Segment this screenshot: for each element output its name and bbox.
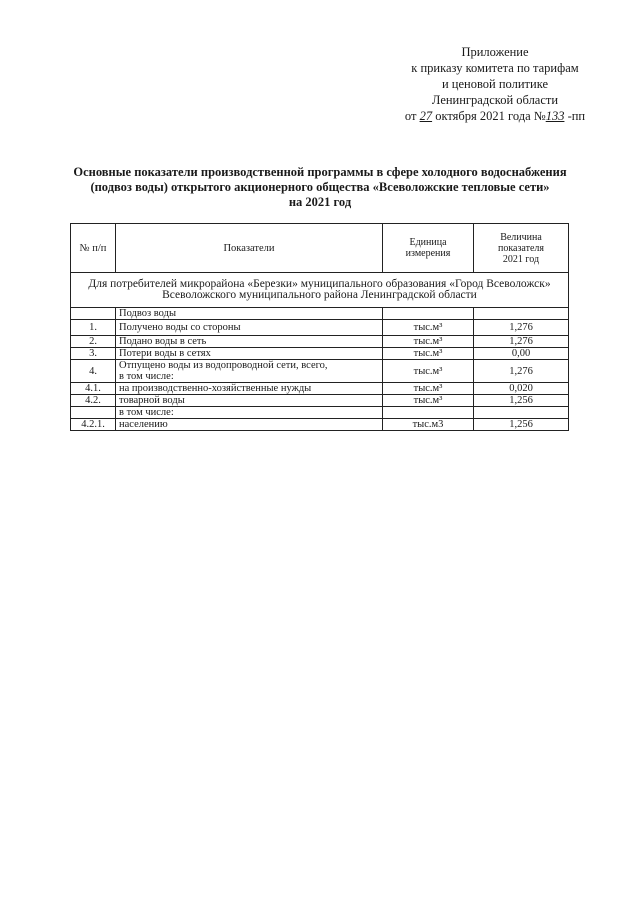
row-num: 4.2. (71, 395, 116, 407)
appendix-line: Ленинградской области (431, 93, 559, 107)
row-num: 4. (71, 360, 116, 383)
date-rest: октября 2021 года № (435, 109, 546, 123)
row-value (474, 407, 569, 419)
appendix-block (380, 44, 610, 124)
row-value (474, 308, 569, 320)
row-unit: тыс.м³ (383, 336, 474, 348)
row-value: 1,276 (474, 360, 569, 383)
appendix-line: к приказу комитета по тарифам (411, 61, 579, 75)
table-row (71, 308, 569, 320)
order-suffix: -пп (567, 109, 586, 123)
consumer-group-cell (71, 273, 569, 308)
row-name: товарной воды (116, 395, 383, 407)
header-unit-line: Единица (409, 237, 447, 248)
document-title (70, 165, 570, 210)
row-name: на производственно-хозяйственные нужды (116, 383, 383, 395)
title-line: (подвоз воды) открытого акционерного общества «Всеволожские тепловые сети» (90, 180, 550, 194)
row-unit: тыс.м³ (383, 360, 474, 383)
order-date-line (380, 108, 610, 124)
table-row (71, 407, 569, 419)
row-unit: тыс.м³ (383, 348, 474, 360)
row-num: 3. (71, 348, 116, 360)
header-unit-line: измерения (405, 248, 451, 259)
row-name: Получено воды со стороны (116, 320, 383, 336)
group-line: Для потребителей микрорайона «Березки» муниципального образования «Город Всеволожск» (88, 278, 551, 290)
title-line: на 2021 год (288, 195, 352, 209)
row-value: 1,256 (474, 395, 569, 407)
row-value: 1,276 (474, 336, 569, 348)
row-num (71, 407, 116, 419)
table-row (71, 383, 569, 395)
title-line: Основные показатели производственной программы в сфере холодного водоснабжения (73, 165, 567, 179)
row-num: 2. (71, 336, 116, 348)
header-value-line: 2021 год (502, 253, 540, 265)
appendix-line: и ценовой политике (441, 77, 549, 91)
appendix-line: Приложение (461, 45, 529, 59)
row-name: населению (116, 419, 383, 431)
row-name: Подано воды в сеть (116, 336, 383, 348)
row-num: 4.1. (71, 383, 116, 395)
header-value-line: Величина (500, 231, 542, 243)
row-unit: тыс.м3 (383, 419, 474, 431)
group-line: Всеволожского муниципального района Ленинградской области (162, 289, 477, 301)
table-row (71, 395, 569, 407)
header-value (474, 224, 569, 273)
consumer-group-row (71, 273, 569, 308)
row-name-cell (116, 360, 383, 383)
row-value: 1,276 (474, 320, 569, 336)
row-name: в том числе: (116, 407, 383, 419)
row-unit: тыс.м³ (383, 395, 474, 407)
handwritten-order-number: 133 (545, 109, 565, 123)
row-unit: тыс.м³ (383, 383, 474, 395)
row-unit: тыс.м³ (383, 320, 474, 336)
row-name: Отпущено воды из водопроводной сети, всего, (119, 360, 328, 371)
row-num: 1. (71, 320, 116, 336)
handwritten-day: 27 (419, 109, 433, 123)
table-row (71, 419, 569, 431)
header-num: № п/п (71, 224, 116, 273)
row-value: 0,020 (474, 383, 569, 395)
row-value: 0,00 (474, 348, 569, 360)
table-row (71, 360, 569, 383)
table-row (71, 336, 569, 348)
row-name-continued: в том числе: (119, 371, 174, 382)
row-name: Подвоз воды (116, 308, 383, 320)
row-num: 4.2.1. (71, 419, 116, 431)
table-row (71, 348, 569, 360)
header-indicator: Показатели (116, 224, 383, 273)
row-num (71, 308, 116, 320)
table-row (71, 320, 569, 336)
indicators-table (70, 223, 569, 431)
header-unit (383, 224, 474, 273)
date-prefix: от (404, 109, 417, 123)
header-value-line: показателя (497, 242, 545, 254)
row-name: Потери воды в сетях (116, 348, 383, 360)
row-value: 1,256 (474, 419, 569, 431)
row-unit (383, 308, 474, 320)
table-header-row (71, 224, 569, 273)
row-unit (383, 407, 474, 419)
